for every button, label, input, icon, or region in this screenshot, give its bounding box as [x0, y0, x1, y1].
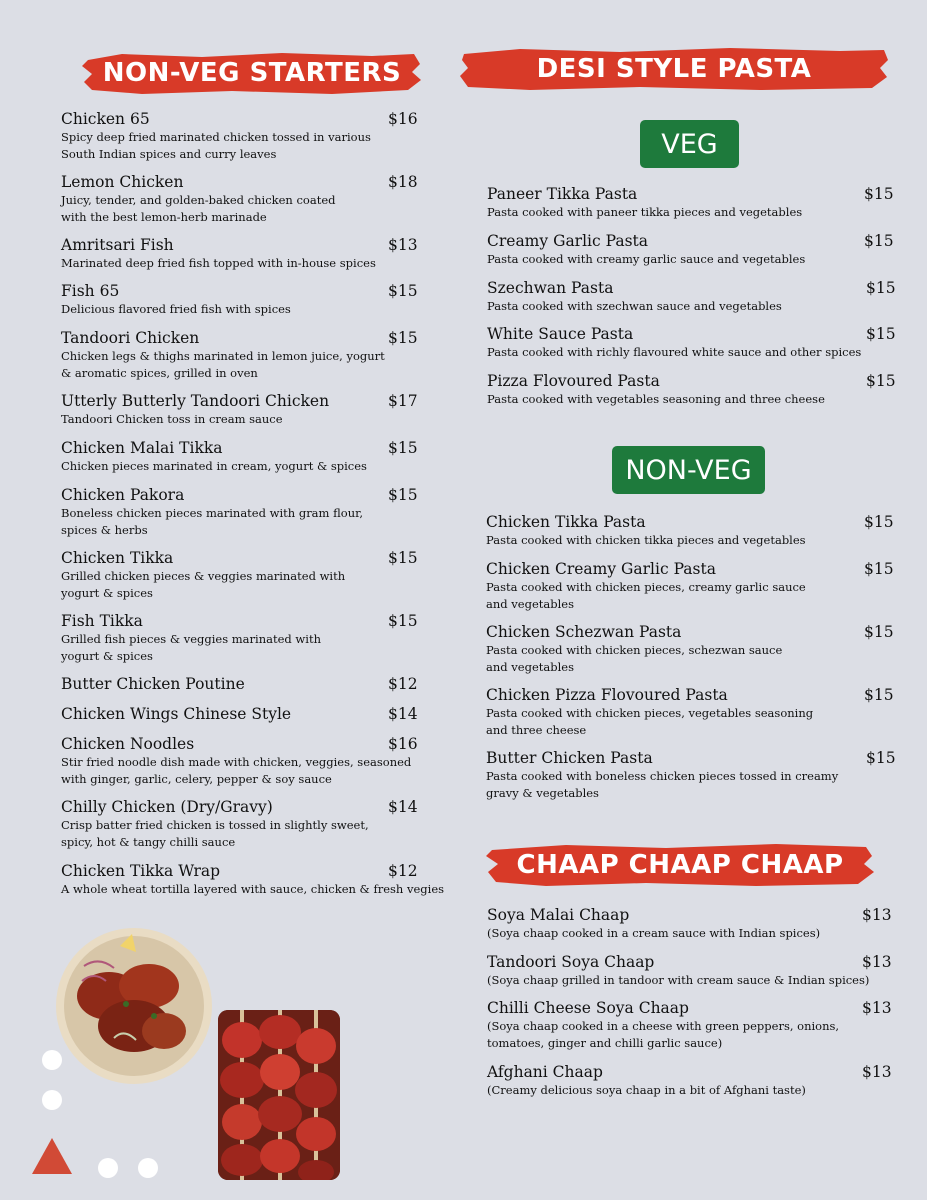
list-item: [61, 236, 376, 272]
item-description: Pasta cooked with richly flavoured white sauce and other spices: [487, 345, 862, 359]
item-name: Lemon Chicken: [61, 173, 184, 191]
item-description: Tandoori Chicken toss in cream sauce: [61, 412, 283, 426]
item-description: Juicy, tender, and golden-baked chicken coated with the best lemon-herb marinade: [61, 193, 336, 224]
item-price: $18: [388, 173, 418, 191]
item-name: Szechwan Pasta: [487, 279, 614, 297]
item-price: $15: [866, 279, 896, 297]
list-item: [61, 862, 444, 898]
item-price: $15: [864, 686, 894, 704]
item-price: $15: [388, 549, 418, 567]
item-description: Stir fried noodle dish made with chicken, veggies, seasoned with ginger, garlic, celery, pepper & soy sauce: [61, 755, 412, 786]
list-item: [486, 686, 813, 739]
item-price: $15: [866, 372, 896, 390]
item-description: Pasta cooked with creamy garlic sauce and vegetables: [487, 252, 806, 266]
item-price: $13: [388, 236, 418, 254]
decorative-dot: [42, 1050, 62, 1070]
item-description: A whole wheat tortilla layered with sauce, chicken & fresh vegies: [61, 882, 445, 896]
item-price: $15: [388, 486, 418, 504]
item-name: Chicken Tikka Pasta: [486, 513, 646, 531]
item-description: Pasta cooked with vegetables seasoning and three cheese: [487, 392, 825, 406]
item-price: $13: [862, 999, 892, 1017]
item-price: $15: [864, 232, 894, 250]
item-name: Chicken Wings Chinese Style: [61, 705, 292, 723]
item-name: Chilly Chicken (Dry/Gravy): [61, 798, 273, 816]
item-description: Pasta cooked with paneer tikka pieces and vegetables: [487, 205, 803, 219]
item-name: Chicken Malai Tikka: [61, 439, 223, 457]
chaap-banner: [486, 842, 874, 888]
item-name: Fish Tikka: [61, 612, 143, 630]
item-price: $14: [388, 798, 418, 816]
list-item: [487, 185, 802, 221]
item-description: (Creamy delicious soya chaap in a bit of Afghani taste): [487, 1083, 806, 1097]
item-price: $16: [388, 110, 418, 128]
list-item: [61, 705, 291, 724]
item-description: Pasta cooked with szechwan sauce and vegetables: [487, 299, 782, 313]
list-item: [61, 329, 385, 382]
list-item: [487, 325, 861, 361]
item-description: Pasta cooked with chicken pieces, vegetables seasoning and three cheese: [486, 706, 814, 737]
item-description: Spicy deep fried marinated chicken tossed in various South Indian spices and curry leaves: [61, 130, 371, 161]
item-price: $12: [388, 862, 418, 880]
veg-label: VEG: [640, 120, 739, 168]
item-name: Creamy Garlic Pasta: [487, 232, 649, 250]
list-item: [61, 110, 371, 163]
item-description: (Soya chaap grilled in tandoor with cream sauce & Indian spices): [487, 973, 870, 987]
item-price: $16: [388, 735, 418, 753]
list-item: [487, 372, 825, 408]
item-name: Chicken Pakora: [61, 486, 185, 504]
item-name: Chicken Schezwan Pasta: [486, 623, 682, 641]
item-description: (Soya chaap cooked in a cream sauce with Indian spices): [487, 926, 821, 940]
item-name: Utterly Butterly Tandoori Chicken: [61, 392, 330, 410]
item-name: Chicken 65: [61, 110, 150, 128]
item-name: Soya Malai Chaap: [487, 906, 630, 924]
item-description: Delicious flavored fried fish with spices: [61, 302, 291, 316]
item-price: $14: [388, 705, 418, 723]
item-name: Chicken Tikka: [61, 549, 174, 567]
list-item: [61, 798, 369, 851]
list-item: [487, 232, 805, 268]
item-price: $15: [866, 749, 896, 767]
item-price: $15: [388, 329, 418, 347]
desi-pasta-banner: [460, 46, 888, 92]
item-price: $12: [388, 675, 418, 693]
decorative-dot: [138, 1158, 158, 1178]
item-price: $17: [388, 392, 418, 410]
decorative-dot: [42, 1090, 62, 1110]
list-item: [486, 560, 806, 613]
item-description: Boneless chicken pieces marinated with gram flour, spices & herbs: [61, 506, 363, 537]
list-item: [486, 623, 782, 676]
item-price: $13: [862, 1063, 892, 1081]
item-price: $15: [864, 513, 894, 531]
item-description: Marinated deep fried fish topped with in-house spices: [61, 256, 376, 270]
item-price: $15: [864, 185, 894, 203]
item-name: Butter Chicken Pasta: [486, 749, 653, 767]
list-item: [61, 439, 367, 475]
item-name: Paneer Tikka Pasta: [487, 185, 638, 203]
non-veg-starters-banner: [82, 50, 422, 96]
list-item: [61, 173, 335, 226]
item-description: Pasta cooked with boneless chicken pieces tossed in creamy gravy & vegetables: [486, 769, 839, 800]
item-name: Chicken Creamy Garlic Pasta: [486, 560, 716, 578]
item-name: Afghani Chaap: [487, 1063, 603, 1081]
decorative-dot: [98, 1158, 118, 1178]
item-name: Pizza Flovoured Pasta: [487, 372, 660, 390]
tandoori-chicken-plate-photo: [54, 926, 214, 1086]
item-price: $13: [862, 953, 892, 971]
list-item: [61, 282, 291, 318]
list-item: [61, 392, 329, 428]
list-item: [486, 749, 838, 802]
list-item: [487, 279, 782, 315]
non-veg-label: NON-VEG: [612, 446, 765, 494]
item-description: Grilled fish pieces & veggies marinated with yogurt & spices: [61, 632, 321, 663]
chaap-title: CHAAP CHAAP CHAAP: [516, 850, 844, 880]
list-item: [61, 549, 345, 602]
item-name: Chicken Noodles: [61, 735, 195, 753]
item-price: $13: [862, 906, 892, 924]
list-item: [61, 735, 411, 788]
item-price: $15: [388, 439, 418, 457]
list-item: [61, 612, 321, 665]
item-name: Tandoori Soya Chaap: [487, 953, 655, 971]
list-item: [487, 1063, 806, 1099]
item-description: (Soya chaap cooked in a cheese with green peppers, onions, tomatoes, ginger and chilli garlic sauce): [487, 1019, 840, 1050]
item-name: Butter Chicken Poutine: [61, 675, 245, 693]
item-price: $15: [864, 560, 894, 578]
item-price: $15: [388, 612, 418, 630]
list-item: [487, 906, 820, 942]
list-item: [486, 513, 806, 549]
item-price: $15: [864, 623, 894, 641]
item-name: Chilli Cheese Soya Chaap: [487, 999, 689, 1017]
item-description: Pasta cooked with chicken pieces, schezwan sauce and vegetables: [486, 643, 783, 674]
item-description: Chicken pieces marinated in cream, yogurt & spices: [61, 459, 367, 473]
non-veg-starters-title: NON-VEG STARTERS: [102, 58, 402, 88]
list-item: [61, 486, 363, 539]
item-name: Tandoori Chicken: [61, 329, 200, 347]
desi-pasta-title: DESI STYLE PASTA: [536, 54, 812, 84]
item-name: Fish 65: [61, 282, 120, 300]
item-description: Grilled chicken pieces & veggies marinated with yogurt & spices: [61, 569, 346, 600]
item-description: Pasta cooked with chicken pieces, creamy garlic sauce and vegetables: [486, 580, 806, 611]
item-name: Chicken Tikka Wrap: [61, 862, 221, 880]
list-item: [61, 675, 245, 694]
list-item: [487, 953, 869, 989]
item-name: Amritsari Fish: [61, 236, 174, 254]
item-description: Crisp batter fried chicken is tossed in slightly sweet, spicy, hot & tangy chilli sauce: [61, 818, 369, 849]
chicken-tikka-skewers-photo: [218, 1010, 340, 1180]
item-price: $15: [388, 282, 418, 300]
decorative-triangle: [32, 1138, 72, 1174]
item-name: White Sauce Pasta: [487, 325, 634, 343]
item-description: Chicken legs & thighs marinated in lemon juice, yogurt & aromatic spices, grilled in oven: [61, 349, 385, 380]
item-price: $15: [866, 325, 896, 343]
item-description: Pasta cooked with chicken tikka pieces and vegetables: [486, 533, 806, 547]
item-name: Chicken Pizza Flovoured Pasta: [486, 686, 728, 704]
list-item: [487, 999, 839, 1052]
